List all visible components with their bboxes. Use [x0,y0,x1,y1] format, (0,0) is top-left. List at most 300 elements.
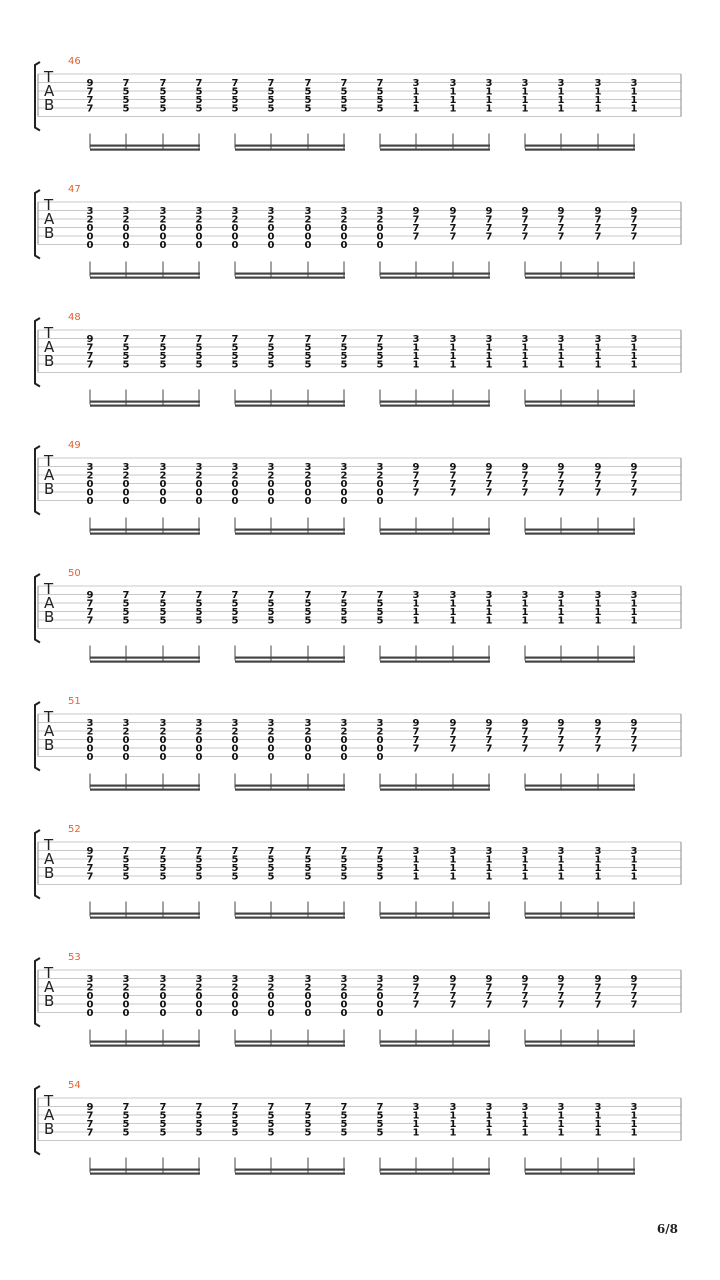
fret-number: 0 [340,479,348,490]
fret-number: 7 [521,231,529,243]
beam [90,529,200,531]
fret-number: 2 [340,982,348,994]
fret-number: 1 [557,342,565,354]
fret-number: 5 [376,342,384,354]
fret-number: 1 [485,1110,493,1122]
tab-staff [0,440,720,540]
tab-clef-letter: T [44,580,54,598]
fret-number: 2 [195,214,203,226]
fret-number: 0 [195,991,203,1002]
fret-number: 5 [304,103,312,115]
fret-number: 1 [449,95,457,106]
fret-number: 1 [557,359,565,371]
fret-number: 7 [521,726,529,738]
fret-number: 3 [521,334,529,345]
fret-number: 5 [340,86,348,98]
fret-number: 0 [304,231,312,243]
fret-number: 9 [412,718,420,729]
tab-staff [0,568,720,668]
fret-number: 7 [267,1102,275,1113]
fret-number: 9 [630,718,638,729]
fret-number: 5 [159,359,167,371]
fret-number: 5 [267,871,275,883]
fret-number: 3 [630,846,638,857]
tab-system [0,568,720,668]
beam [525,145,635,147]
fret-number: 0 [340,752,348,763]
fret-number: 1 [557,1127,565,1139]
fret-number: 7 [304,590,312,601]
fret-number: 7 [304,846,312,857]
fret-number: 0 [304,999,312,1011]
beam [235,1173,345,1175]
fret-number: 2 [304,726,312,738]
fret-number: 0 [86,991,94,1002]
tab-clef-letter: B [44,1120,55,1138]
fret-number: 7 [86,863,94,874]
fret-number: 1 [449,615,457,627]
fret-number: 2 [267,214,275,226]
beam [380,1169,490,1171]
fret-number: 2 [195,470,203,482]
tab-clef-letter: A [44,850,55,868]
fret-number: 9 [86,78,94,89]
fret-number: 1 [557,103,565,115]
fret-number: 3 [449,78,457,89]
fret-number: 0 [304,735,312,746]
beam [90,657,200,659]
fret-number: 0 [86,752,94,763]
fret-number: 7 [86,359,94,371]
tab-clef-letter: A [44,978,55,996]
fret-number: 5 [231,607,239,618]
fret-number: 1 [485,86,493,98]
beam [525,1041,635,1043]
fret-number: 1 [594,854,602,866]
fret-number: 3 [449,590,457,601]
fret-number: 0 [86,223,94,234]
tab-clef-letter: T [44,452,54,470]
fret-number: 3 [449,846,457,857]
fret-number: 5 [195,1119,203,1130]
fret-number: 7 [159,590,167,601]
fret-number: 3 [195,462,203,473]
fret-number: 7 [86,615,94,627]
fret-number: 1 [485,615,493,627]
beam [90,1045,200,1047]
fret-number: 3 [521,78,529,89]
fret-number: 1 [630,1127,638,1139]
fret-number: 3 [195,974,203,985]
fret-number: 7 [412,231,420,243]
fret-number: 7 [557,214,565,226]
fret-number: 5 [122,342,130,354]
fret-number: 0 [267,223,275,234]
fret-number: 5 [340,598,348,610]
fret-number: 0 [304,487,312,499]
fret-number: 1 [412,359,420,371]
fret-number: 5 [195,598,203,610]
fret-number: 5 [376,103,384,115]
beam [235,277,345,279]
fret-number: 1 [521,86,529,98]
fret-number: 7 [557,487,565,499]
beam [90,1169,200,1171]
beam [235,913,345,915]
fret-number: 2 [195,726,203,738]
fret-number: 7 [231,846,239,857]
beam [235,149,345,151]
fret-number: 7 [485,223,493,234]
fret-number: 0 [267,496,275,507]
fret-number: 7 [376,590,384,601]
fret-number: 2 [376,726,384,738]
fret-number: 0 [159,223,167,234]
fret-number: 3 [86,462,94,473]
fret-number: 0 [86,496,94,507]
fret-number: 3 [630,78,638,89]
tab-staff [0,184,720,284]
fret-number: 7 [449,999,457,1011]
fret-number: 9 [412,206,420,217]
fret-number: 7 [340,78,348,89]
fret-number: 0 [304,496,312,507]
measure-number: 51 [68,696,81,707]
fret-number: 1 [521,103,529,115]
beam [525,273,635,275]
measure-number: 54 [68,1080,81,1091]
fret-number: 7 [412,743,420,755]
beam [90,661,200,663]
fret-number: 1 [485,351,493,362]
beam [380,145,490,147]
beam [235,917,345,919]
fret-number: 0 [159,496,167,507]
fret-number: 1 [630,607,638,618]
fret-number: 7 [449,223,457,234]
fret-number: 7 [630,999,638,1011]
fret-number: 5 [340,871,348,883]
fret-number: 5 [122,871,130,883]
fret-number: 3 [231,462,239,473]
fret-number: 2 [231,982,239,994]
fret-number: 3 [485,1102,493,1113]
fret-number: 0 [159,752,167,763]
fret-number: 7 [122,78,130,89]
fret-number: 9 [557,462,565,473]
fret-number: 7 [485,726,493,738]
fret-number: 0 [159,735,167,746]
fret-number: 5 [304,863,312,874]
fret-number: 3 [122,206,130,217]
fret-number: 1 [521,342,529,354]
fret-number: 5 [122,103,130,115]
beam [525,149,635,151]
fret-number: 3 [267,462,275,473]
fret-number: 1 [630,1110,638,1122]
fret-number: 3 [630,1102,638,1113]
fret-number: 1 [521,1119,529,1130]
fret-number: 1 [449,854,457,866]
fret-number: 1 [594,598,602,610]
beam [235,401,345,403]
tab-clef-letter: T [44,1092,54,1110]
fret-number: 7 [485,231,493,243]
fret-number: 3 [521,1102,529,1113]
page-number: 6/8 [656,1222,678,1236]
fret-number: 2 [267,982,275,994]
fret-number: 0 [340,735,348,746]
fret-number: 5 [304,359,312,371]
fret-number: 3 [412,846,420,857]
fret-number: 5 [159,607,167,618]
fret-number: 0 [267,231,275,243]
fret-number: 7 [485,487,493,499]
fret-number: 0 [376,1008,384,1019]
fret-number: 3 [412,1102,420,1113]
beam [525,917,635,919]
tab-clef-letter: B [44,992,55,1010]
fret-number: 1 [594,863,602,874]
fret-number: 3 [557,590,565,601]
tab-system [0,696,720,796]
fret-number: 0 [340,487,348,499]
beam [235,789,345,791]
fret-number: 7 [557,223,565,234]
fret-number: 5 [376,1127,384,1139]
fret-number: 2 [340,726,348,738]
fret-number: 3 [304,974,312,985]
beam [380,1045,490,1047]
fret-number: 1 [630,854,638,866]
fret-number: 1 [521,1110,529,1122]
fret-number: 1 [521,871,529,883]
fret-number: 7 [449,231,457,243]
fret-number: 1 [557,615,565,627]
fret-number: 2 [340,214,348,226]
fret-number: 9 [557,974,565,985]
tab-clef-letter: B [44,352,55,370]
beam [90,1041,200,1043]
fret-number: 5 [159,103,167,115]
fret-number: 2 [86,982,94,994]
fret-number: 1 [485,95,493,106]
tab-clef-letter: T [44,324,54,342]
fret-number: 2 [122,214,130,226]
fret-number: 1 [594,1119,602,1130]
fret-number: 1 [485,863,493,874]
beam [235,1169,345,1171]
fret-number: 2 [159,982,167,994]
fret-number: 7 [412,487,420,499]
fret-number: 7 [594,479,602,490]
fret-number: 1 [412,86,420,98]
fret-number: 5 [159,86,167,98]
fret-number: 1 [485,1119,493,1130]
beam [235,657,345,659]
beam [380,529,490,531]
fret-number: 5 [376,351,384,362]
fret-number: 3 [449,1102,457,1113]
beam [525,661,635,663]
fret-number: 7 [630,735,638,746]
fret-number: 0 [304,240,312,251]
fret-number: 3 [340,718,348,729]
fret-number: 0 [122,991,130,1002]
fret-number: 0 [195,1008,203,1019]
fret-number: 0 [86,1008,94,1019]
beam [235,1041,345,1043]
fret-number: 0 [340,999,348,1011]
fret-number: 5 [195,615,203,627]
fret-number: 9 [485,462,493,473]
fret-number: 3 [122,718,130,729]
fret-number: 1 [521,351,529,362]
fret-number: 3 [594,334,602,345]
fret-number: 1 [594,871,602,883]
fret-number: 2 [304,214,312,226]
fret-number: 5 [340,863,348,874]
beam [235,529,345,531]
fret-number: 2 [231,470,239,482]
fret-number: 7 [86,854,94,866]
fret-number: 5 [267,1119,275,1130]
fret-number: 7 [485,470,493,482]
fret-number: 3 [122,462,130,473]
fret-number: 5 [304,342,312,354]
fret-number: 7 [630,470,638,482]
fret-number: 7 [376,846,384,857]
fret-number: 7 [267,334,275,345]
fret-number: 5 [159,342,167,354]
fret-number: 2 [231,726,239,738]
tab-clef-letter: T [44,68,54,86]
fret-number: 1 [412,95,420,106]
fret-number: 0 [159,999,167,1011]
fret-number: 1 [594,342,602,354]
fret-number: 7 [231,590,239,601]
fret-number: 7 [86,342,94,354]
fret-number: 9 [412,974,420,985]
fret-number: 2 [195,982,203,994]
tab-system [0,1080,720,1180]
fret-number: 7 [449,735,457,746]
fret-number: 1 [557,871,565,883]
fret-number: 1 [485,871,493,883]
fret-number: 5 [267,351,275,362]
fret-number: 7 [304,1102,312,1113]
fret-number: 7 [594,470,602,482]
fret-number: 9 [449,974,457,985]
fret-number: 7 [376,1102,384,1113]
tab-system [0,184,720,284]
fret-number: 3 [376,974,384,985]
fret-number: 7 [557,982,565,994]
fret-number: 5 [195,359,203,371]
fret-number: 9 [594,206,602,217]
fret-number: 7 [521,214,529,226]
fret-number: 9 [412,462,420,473]
beam [235,405,345,407]
fret-number: 5 [122,854,130,866]
fret-number: 9 [630,974,638,985]
fret-number: 5 [267,1127,275,1139]
fret-number: 1 [449,351,457,362]
fret-number: 3 [304,462,312,473]
fret-number: 7 [521,991,529,1002]
fret-number: 5 [376,95,384,106]
fret-number: 5 [304,854,312,866]
fret-number: 1 [594,1127,602,1139]
fret-number: 2 [376,982,384,994]
fret-number: 7 [594,214,602,226]
beam [380,277,490,279]
beam [525,405,635,407]
fret-number: 7 [86,1110,94,1122]
fret-number: 5 [195,1110,203,1122]
beam [380,405,490,407]
fret-number: 0 [122,223,130,234]
fret-number: 7 [630,726,638,738]
fret-number: 1 [412,351,420,362]
fret-number: 7 [86,871,94,883]
fret-number: 9 [521,206,529,217]
tab-clef-letter: B [44,224,55,242]
fret-number: 3 [557,334,565,345]
fret-number: 5 [231,871,239,883]
fret-number: 7 [267,846,275,857]
fret-number: 0 [122,752,130,763]
fret-number: 0 [267,487,275,499]
fret-number: 0 [340,223,348,234]
fret-number: 3 [231,718,239,729]
fret-number: 1 [521,359,529,371]
fret-number: 7 [159,78,167,89]
fret-number: 0 [376,743,384,755]
fret-number: 0 [304,1008,312,1019]
fret-number: 9 [449,462,457,473]
fret-number: 5 [340,359,348,371]
fret-number: 1 [412,871,420,883]
fret-number: 5 [267,854,275,866]
fret-number: 0 [267,752,275,763]
fret-number: 0 [231,240,239,251]
fret-number: 0 [304,752,312,763]
fret-number: 5 [195,86,203,98]
fret-number: 0 [231,1008,239,1019]
fret-number: 0 [159,479,167,490]
fret-number: 9 [485,718,493,729]
fret-number: 5 [267,598,275,610]
fret-number: 3 [557,78,565,89]
beam [235,533,345,535]
fret-number: 3 [521,590,529,601]
fret-number: 1 [485,598,493,610]
fret-number: 9 [485,974,493,985]
fret-number: 7 [557,735,565,746]
fret-number: 2 [122,726,130,738]
fret-number: 3 [630,590,638,601]
fret-number: 5 [231,863,239,874]
fret-number: 1 [449,871,457,883]
tab-clef-letter: A [44,1106,55,1124]
fret-number: 0 [195,240,203,251]
fret-number: 0 [340,496,348,507]
fret-number: 0 [376,231,384,243]
fret-number: 1 [449,863,457,874]
fret-number: 7 [557,726,565,738]
fret-number: 7 [630,223,638,234]
